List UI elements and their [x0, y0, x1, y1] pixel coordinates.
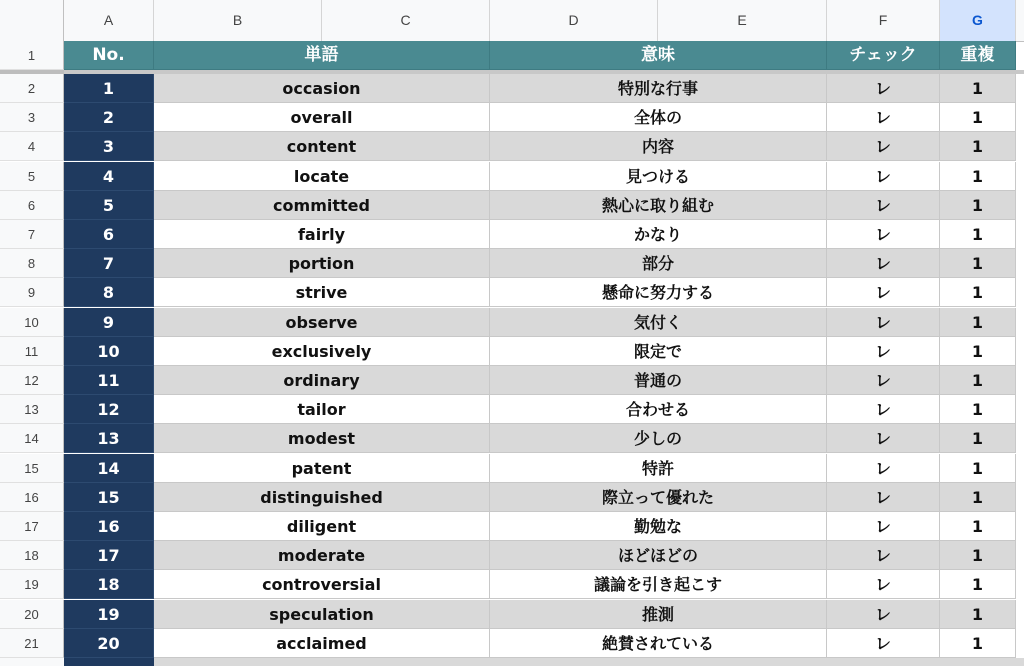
word-cell[interactable]: exclusively: [154, 337, 490, 366]
meaning-cell[interactable]: 特別な行事: [490, 74, 827, 103]
no-cell[interactable]: 11: [64, 366, 154, 395]
column-header-f[interactable]: F: [827, 0, 940, 41]
row-number[interactable]: 21: [0, 629, 64, 658]
check-cell[interactable]: レ: [827, 308, 940, 337]
meaning-cell[interactable]: かなり: [490, 220, 827, 249]
table-row: [0, 337, 1024, 366]
table-row: [0, 395, 1024, 424]
word-cell[interactable]: observe: [154, 308, 490, 337]
meaning-cell[interactable]: 絶賛されている: [490, 629, 827, 658]
check-cell[interactable]: レ: [827, 220, 940, 249]
row-number[interactable]: 18: [0, 541, 64, 570]
word-cell[interactable]: fairly: [154, 220, 490, 249]
table-row: [0, 249, 1024, 278]
word-cell[interactable]: occasion: [154, 74, 490, 103]
word-cell[interactable]: ordinary: [154, 366, 490, 395]
table-row: [0, 278, 1024, 307]
table-row: [0, 220, 1024, 249]
check-cell[interactable]: レ: [827, 629, 940, 658]
check-cell[interactable]: レ: [827, 541, 940, 570]
dup-cell[interactable]: 1: [940, 483, 1016, 512]
table-row: [0, 541, 1024, 570]
dup-cell[interactable]: 1: [940, 103, 1016, 132]
dup-cell[interactable]: 1: [940, 629, 1016, 658]
word-cell[interactable]: portion: [154, 249, 490, 278]
next-row-partial: [0, 658, 1024, 666]
dup-cell[interactable]: 1: [940, 570, 1016, 599]
header-dup-cell[interactable]: 重複: [940, 41, 1016, 70]
word-cell[interactable]: locate: [154, 162, 490, 191]
table-row: [0, 483, 1024, 512]
meaning-cell[interactable]: 特許: [490, 454, 827, 483]
no-cell[interactable]: 16: [64, 512, 154, 541]
word-cell[interactable]: distinguished: [154, 483, 490, 512]
check-cell[interactable]: レ: [827, 162, 940, 191]
row-number[interactable]: 11: [0, 337, 64, 366]
meaning-cell[interactable]: 普通の: [490, 366, 827, 395]
dup-cell[interactable]: 1: [940, 162, 1016, 191]
meaning-cell[interactable]: 議論を引き起こす: [490, 570, 827, 599]
no-cell[interactable]: 5: [64, 191, 154, 220]
word-cell[interactable]: moderate: [154, 541, 490, 570]
row-number[interactable]: 7: [0, 220, 64, 249]
dup-cell[interactable]: 1: [940, 308, 1016, 337]
table-row: [0, 629, 1024, 658]
no-cell[interactable]: 19: [64, 600, 154, 629]
table-row: [0, 308, 1024, 337]
header-word-cell[interactable]: 単語: [154, 41, 490, 70]
word-cell[interactable]: diligent: [154, 512, 490, 541]
row-number[interactable]: 5: [0, 162, 64, 191]
next-row-cells[interactable]: [154, 658, 1024, 666]
meaning-cell[interactable]: 全体の: [490, 103, 827, 132]
row-number[interactable]: 19: [0, 570, 64, 599]
table-row: [0, 191, 1024, 220]
check-cell[interactable]: レ: [827, 483, 940, 512]
check-cell[interactable]: レ: [827, 395, 940, 424]
check-cell[interactable]: レ: [827, 191, 940, 220]
no-cell[interactable]: 10: [64, 337, 154, 366]
column-header-b[interactable]: B: [154, 0, 322, 41]
row-number[interactable]: 16: [0, 483, 64, 512]
dup-cell[interactable]: 1: [940, 74, 1016, 103]
row-number[interactable]: 1: [0, 41, 64, 70]
no-cell[interactable]: 12: [64, 395, 154, 424]
meaning-cell[interactable]: 推測: [490, 600, 827, 629]
dup-cell[interactable]: 1: [940, 337, 1016, 366]
meaning-cell[interactable]: 少しの: [490, 424, 827, 453]
word-cell[interactable]: strive: [154, 278, 490, 307]
check-cell[interactable]: レ: [827, 249, 940, 278]
meaning-cell[interactable]: 勤勉な: [490, 512, 827, 541]
check-cell[interactable]: レ: [827, 424, 940, 453]
no-cell[interactable]: 1: [64, 74, 154, 103]
check-cell[interactable]: レ: [827, 103, 940, 132]
dup-cell[interactable]: 1: [940, 249, 1016, 278]
column-header-a[interactable]: A: [64, 0, 154, 41]
row-number[interactable]: 15: [0, 454, 64, 483]
meaning-cell[interactable]: 気付く: [490, 308, 827, 337]
word-cell[interactable]: acclaimed: [154, 629, 490, 658]
row-number[interactable]: 8: [0, 249, 64, 278]
meaning-cell[interactable]: 懸命に努力する: [490, 278, 827, 307]
meaning-cell[interactable]: 見つける: [490, 162, 827, 191]
word-cell[interactable]: patent: [154, 454, 490, 483]
table-row: [0, 132, 1024, 161]
row-number[interactable]: 4: [0, 132, 64, 161]
column-header-d[interactable]: D: [490, 0, 658, 41]
no-cell[interactable]: 4: [64, 162, 154, 191]
check-cell[interactable]: レ: [827, 570, 940, 599]
table-row: [0, 512, 1024, 541]
check-cell[interactable]: レ: [827, 74, 940, 103]
table-row: [0, 74, 1024, 103]
freeze-divider[interactable]: [64, 70, 1024, 74]
table-row: [0, 424, 1024, 453]
no-cell[interactable]: 17: [64, 541, 154, 570]
no-cell[interactable]: 20: [64, 629, 154, 658]
meaning-cell[interactable]: ほどほどの: [490, 541, 827, 570]
table-row: [0, 454, 1024, 483]
meaning-cell[interactable]: 内容: [490, 132, 827, 161]
dup-cell[interactable]: 1: [940, 132, 1016, 161]
dup-cell[interactable]: 1: [940, 424, 1016, 453]
word-cell[interactable]: committed: [154, 191, 490, 220]
table-row: [0, 103, 1024, 132]
no-cell[interactable]: 14: [64, 454, 154, 483]
header-meaning-cell[interactable]: 意味: [490, 41, 827, 70]
next-row-no-cell[interactable]: [64, 658, 154, 666]
no-cell[interactable]: 15: [64, 483, 154, 512]
column-header-bar: [0, 0, 1024, 42]
row-number[interactable]: 9: [0, 278, 64, 307]
check-cell[interactable]: レ: [827, 512, 940, 541]
word-cell[interactable]: content: [154, 132, 490, 161]
select-all-corner[interactable]: [0, 0, 64, 41]
meaning-cell[interactable]: 合わせる: [490, 395, 827, 424]
row-number[interactable]: 17: [0, 512, 64, 541]
no-cell[interactable]: 9: [64, 308, 154, 337]
row-number[interactable]: 14: [0, 424, 64, 453]
dup-cell[interactable]: 1: [940, 541, 1016, 570]
word-cell[interactable]: overall: [154, 103, 490, 132]
dup-cell[interactable]: 1: [940, 512, 1016, 541]
check-cell[interactable]: レ: [827, 132, 940, 161]
dup-cell[interactable]: 1: [940, 191, 1016, 220]
dup-cell[interactable]: 1: [940, 395, 1016, 424]
dup-cell[interactable]: 1: [940, 600, 1016, 629]
no-cell[interactable]: 18: [64, 570, 154, 599]
header-check-cell[interactable]: チェック: [827, 41, 940, 70]
dup-cell[interactable]: 1: [940, 278, 1016, 307]
check-cell[interactable]: レ: [827, 278, 940, 307]
column-header-e[interactable]: E: [658, 0, 827, 41]
dup-cell[interactable]: 1: [940, 220, 1016, 249]
word-cell[interactable]: tailor: [154, 395, 490, 424]
dup-cell[interactable]: 1: [940, 366, 1016, 395]
row-number[interactable]: 3: [0, 103, 64, 132]
word-cell[interactable]: modest: [154, 424, 490, 453]
word-cell[interactable]: controversial: [154, 570, 490, 599]
table-row: [0, 162, 1024, 191]
check-cell[interactable]: レ: [827, 454, 940, 483]
row-number[interactable]: 6: [0, 191, 64, 220]
no-cell[interactable]: 6: [64, 220, 154, 249]
meaning-cell[interactable]: 限定で: [490, 337, 827, 366]
row-number[interactable]: 2: [0, 74, 64, 103]
row-number[interactable]: 13: [0, 395, 64, 424]
table-row: [0, 600, 1024, 629]
dup-cell[interactable]: 1: [940, 454, 1016, 483]
no-cell[interactable]: 7: [64, 249, 154, 278]
column-header-c[interactable]: C: [322, 0, 490, 41]
row-number[interactable]: 12: [0, 366, 64, 395]
header-no-cell[interactable]: No.: [64, 41, 154, 70]
meaning-cell[interactable]: 際立って優れた: [490, 483, 827, 512]
check-cell[interactable]: レ: [827, 600, 940, 629]
meaning-cell[interactable]: 部分: [490, 249, 827, 278]
column-header-g[interactable]: G: [940, 0, 1016, 41]
no-cell[interactable]: 8: [64, 278, 154, 307]
no-cell[interactable]: 13: [64, 424, 154, 453]
no-cell[interactable]: 2: [64, 103, 154, 132]
meaning-cell[interactable]: 熱心に取り組む: [490, 191, 827, 220]
check-cell[interactable]: レ: [827, 366, 940, 395]
table-row: [0, 570, 1024, 599]
row-number[interactable]: 20: [0, 600, 64, 629]
no-cell[interactable]: 3: [64, 132, 154, 161]
check-cell[interactable]: レ: [827, 337, 940, 366]
table-row: [0, 366, 1024, 395]
word-cell[interactable]: speculation: [154, 600, 490, 629]
row-number[interactable]: 10: [0, 308, 64, 337]
